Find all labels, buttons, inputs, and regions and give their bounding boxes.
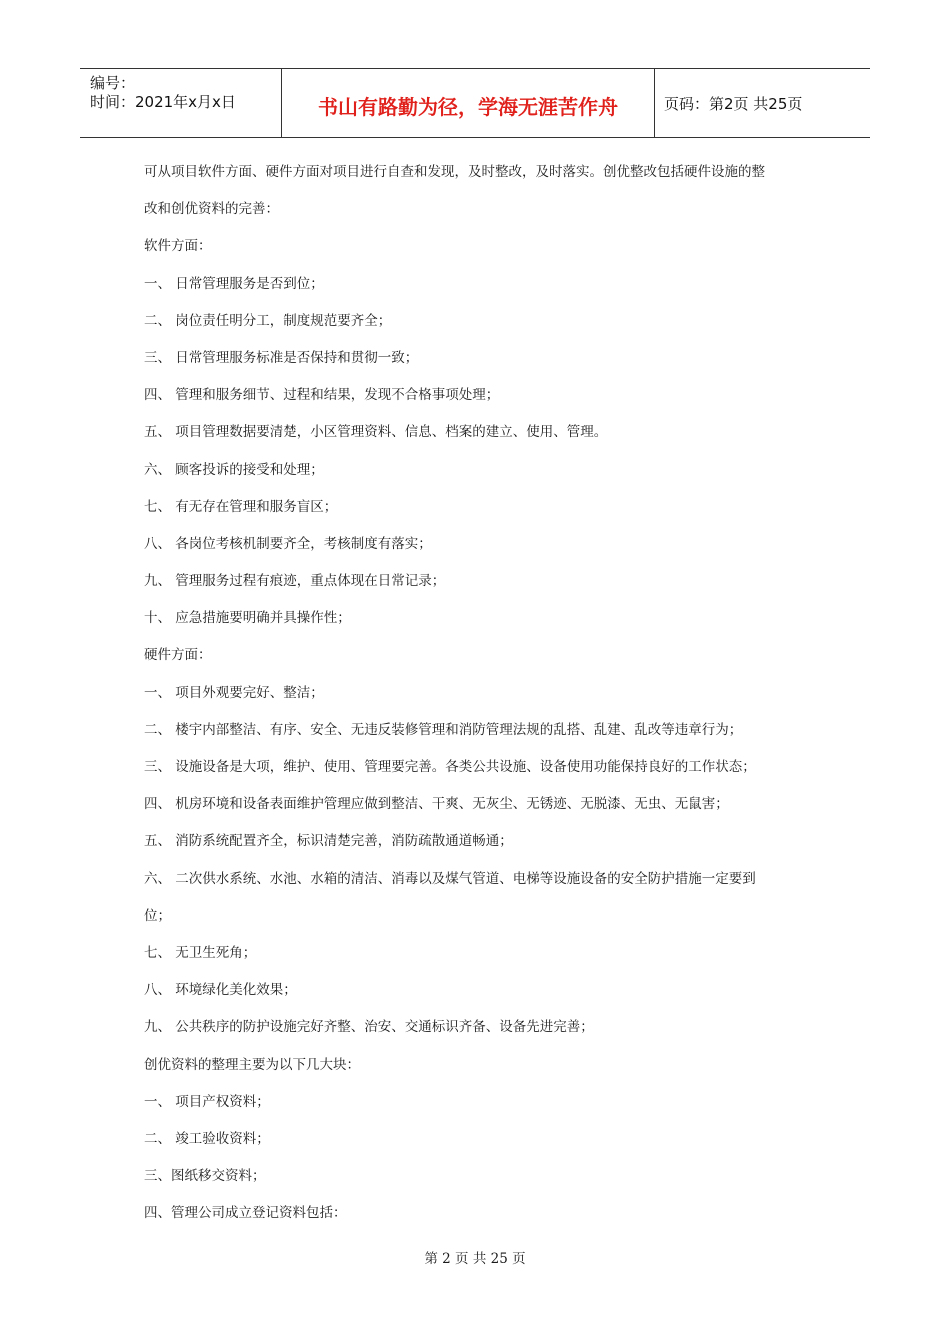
header-motto-cell <box>281 69 655 137</box>
header-page-cell <box>654 69 870 137</box>
document-number-label: 编号： <box>90 74 136 92</box>
body-line: 二、 岗位责任明分工，制度规范要齐全； <box>144 312 392 329</box>
body-line: 创优资料的整理主要为以下几大块： <box>144 1056 360 1073</box>
body-line: 一、 项目产权资料； <box>144 1093 270 1110</box>
page-header <box>80 68 870 138</box>
body-line: 七、 无卫生死角； <box>144 944 257 961</box>
body-line: 位； <box>144 907 171 924</box>
header-meta-cell <box>80 69 281 137</box>
body-line: 二、 竣工验收资料； <box>144 1130 270 1147</box>
document-time-label: 时间：2021年x月x日 <box>90 93 236 111</box>
body-line: 可从项目软件方面、硬件方面对项目进行自查和发现，及时整改，及时落实。创优整改包括硬件设施的整 <box>144 164 765 180</box>
body-line: 七、 有无存在管理和服务盲区； <box>144 498 338 515</box>
body-line: 六、 顾客投诉的接受和处理； <box>144 461 324 478</box>
body-line: 六、 二次供水系统、水池、水箱的清洁、消毒以及煤气管道、电梯等设施设备的安全防护措施一定要到 <box>144 870 756 887</box>
body-line: 九、 公共秩序的防护设施完好齐整、治安、交通标识齐备、设备先进完善； <box>144 1019 594 1036</box>
body-line: 四、 管理和服务细节、过程和结果，发现不合格事项处理； <box>144 387 500 404</box>
body-line: 改和创优资料的完善： <box>144 201 279 218</box>
header-page-info: 页码：第2页 共25页 <box>664 95 803 113</box>
body-line: 四、 机房环境和设备表面维护管理应做到整洁、干爽、无灰尘、无锈迹、无脱漆、无虫、无鼠害； <box>144 796 729 813</box>
body-line: 硬件方面： <box>144 647 212 664</box>
body-line: 三、 设施设备是大项，维护、使用、管理要完善。各类公共设施、设备使用功能保持良好的工作状态； <box>144 759 756 775</box>
body-line: 二、 楼宇内部整洁、有序、安全、无违反装修管理和消防管理法规的乱搭、乱建、乱改等违章行为； <box>144 721 743 738</box>
body-line: 四、管理公司成立登记资料包括： <box>144 1205 347 1222</box>
body-line: 软件方面： <box>144 238 212 255</box>
body-line: 五、 项目管理数据要清楚，小区管理资料、信息、档案的建立、使用、管理。 <box>144 424 608 441</box>
body-line: 九、 管理服务过程有痕迹，重点体现在日常记录； <box>144 573 446 590</box>
body-line: 三、图纸移交资料； <box>144 1168 266 1185</box>
body-line: 八、 各岗位考核机制要齐全，考核制度有落实； <box>144 535 432 552</box>
header-motto: 书山有路勤为径，学海无涯苦作舟 <box>318 95 618 119</box>
body-line: 一、 项目外观要完好、整洁； <box>144 684 324 701</box>
body-line: 三、 日常管理服务标准是否保持和贯彻一致； <box>144 349 419 366</box>
body-line: 一、 日常管理服务是否到位； <box>144 275 324 292</box>
document-body <box>144 159 814 1237</box>
body-line: 五、 消防系统配置齐全，标识清楚完善，消防疏散通道畅通； <box>144 833 513 850</box>
body-line: 八、 环境绿化美化效果； <box>144 982 297 999</box>
page-footer: 第 2 页 共 25 页 <box>424 1251 526 1267</box>
body-line: 十、 应急措施要明确并具操作性； <box>144 610 351 627</box>
